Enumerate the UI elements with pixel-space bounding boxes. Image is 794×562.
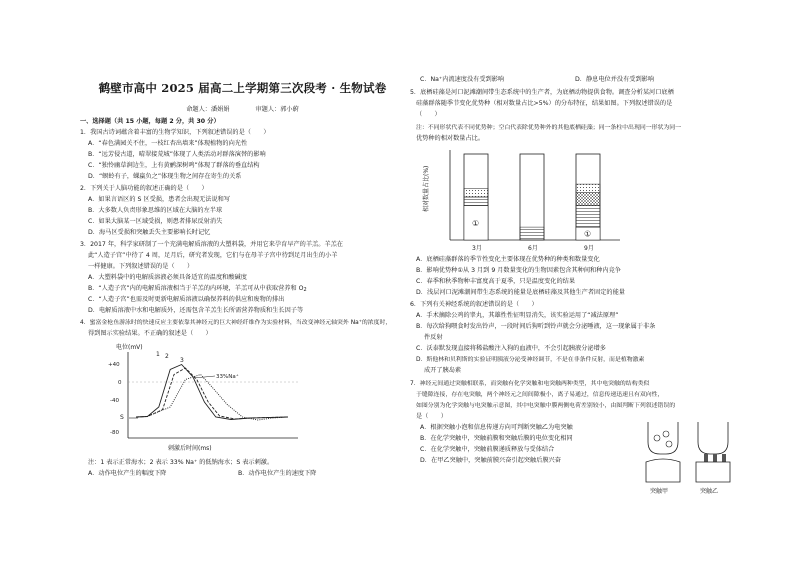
q3-stem-1: 3．2017 年，科学家研制了一个充满电解质溶液的大塑料袋，并用它来孕育早产的羊羔。羊羔在	[80, 241, 343, 248]
reviewer-label: 审题人：郭小蔚	[255, 106, 299, 113]
ap-curves	[136, 365, 288, 421]
synapse-a-label: 突触甲	[650, 488, 669, 495]
q2-stem: 2．下列关于人脑功能的叙述正确的是（ ）	[80, 185, 208, 192]
q6-option-d-1: D．斯他林和贝利斯的实验证明胰液分泌受神经调节，不是在非条件反射，而是植物激素	[416, 357, 645, 363]
q4-option-a: A．动作电位产生的幅度下降	[88, 470, 167, 477]
species-marker: ①	[472, 218, 480, 228]
category-label: 3月	[472, 245, 482, 252]
curve-label-3: 3	[180, 357, 184, 364]
q3-stem-2: 此“人造子宫”中待了 4 周，足月后，研究者发现，它们与在母羊子宫中待到足月出生的小羊	[88, 252, 338, 259]
y-tick-label: +40	[108, 362, 120, 368]
bar-segment-横纹-9月	[576, 206, 600, 228]
synapse-b-label: 突触乙	[700, 488, 719, 495]
q5-legend-2: 优势种的相对数量占比。	[416, 135, 485, 142]
curve-label-2: 2	[165, 353, 169, 360]
q5-option-a: A．底栖硅藻群落的季节性变化主要体现在优势种的种类和数量变化	[416, 256, 600, 263]
bar-segment-横纹-6月	[520, 227, 544, 240]
q7-option-c: C．在化学突触中，突触前膜递质释放与受体结合	[420, 446, 555, 453]
q4-option-b: B．动作电位产生的速度下降	[238, 470, 317, 477]
category-label: 6月	[528, 245, 538, 252]
category-label: 9月	[584, 245, 594, 252]
q7-option-d: D．在甲乙突触中，突触前膜兴奋引起突触后膜兴奋	[420, 457, 561, 464]
y-tick-label: -80	[110, 430, 119, 436]
bars	[464, 154, 600, 240]
chart-xlabel: 刺激后时间(ms)	[168, 445, 212, 452]
q6-option-c: C．沃泰默发现直接将稀盐酸注入狗的血液中，不会引起胰液分泌增多	[416, 345, 606, 352]
q6-option-d-2: 成开了胰岛素	[424, 367, 462, 374]
species-marker: ①	[584, 229, 592, 239]
q7-stem-1: 7．神经元间通过突触相联系，而突触有化学突触和电突触两种类型，其中电突触的结构类似	[410, 381, 650, 387]
q2-option-a: A．如果言语区的 S 区受损，患者会出现无法说和写	[88, 196, 231, 203]
q5-stem-3: （ ）	[416, 111, 441, 118]
chart-ylabel: 相对数量占比(%)	[423, 165, 430, 212]
action-potential-chart	[98, 340, 328, 455]
q2-option-b: B．大多数人负责形象思维的区域在大脑的左半球	[88, 207, 223, 214]
ap-curve-3	[136, 375, 288, 421]
synapse-a	[646, 422, 680, 495]
q7-stem-2: 于缝隙连接，存在电突触，两个神经元之间间隙极小，离子易通过，信息传递迅速且有双向性，	[416, 392, 664, 398]
stimulus-label: S	[120, 414, 124, 421]
q6-stem: 6．下列有关神经系统的叙述错误的是（ ）	[410, 301, 538, 308]
q5-legend-1: 注：不同形状代表不同优势种；空白代表除优势种外的其他底栖硅藻；同一条柱中出现同一形状为同一	[416, 125, 682, 131]
q7-stem-3: 如图分别为化学突触与电突触示意图，其中电突触中膜两侧电荷差别较小，由图判断下列叙述错误的	[416, 403, 676, 409]
section-heading: 一、选择题（共 15 小题，每题 2 分，共 30 分）	[80, 118, 220, 125]
q5-stem-2: 硅藻群落随季节变化优势种（相对数量占比>5%）的分布特征，结果如图。下列叙述错误的是	[416, 100, 673, 107]
q7-option-b: B．在化学突触中，突触前膜和突触后膜的电位变化相同	[420, 435, 573, 442]
q5-option-c: C．春季和秋季物种丰富度高于夏季，只是温度变化的结果	[416, 278, 576, 285]
diatom-bar-chart	[420, 144, 630, 254]
q6-option-b-2: 件反射	[424, 334, 443, 341]
exam-title: 鹤壁市高中 2025 届高二上学期第三次段考 · 生物试卷	[98, 81, 387, 95]
bar-segment-点状-3月	[464, 188, 488, 197]
q4-option-d: D．静息电位并没有受到影响	[575, 76, 655, 83]
q6-option-a: A．手术摘除公鸡的睾丸，其雄性性征明显消失，该实验运用了“减法原理”	[416, 312, 619, 319]
q3-option-d: D．电解质溶液中水和电解质外，还需包含羊羔生长所需营养物质和生长因子等	[88, 307, 304, 314]
synapse-b	[696, 422, 730, 495]
q3-stem-3: 一样健康。下列叙述错误的是（ ）	[88, 263, 194, 270]
q2-option-d: D．海马区受损和突触丢失主要影响长时记忆	[88, 229, 211, 236]
author-line	[80, 104, 405, 113]
q5-option-b: B．影响优势种①从 3 月到 9 月数量变化的生物因素包含其种间和种内竞争	[416, 267, 621, 274]
q3-option-a: A．大塑料袋中的电解质溶液必须具备适宜的温度和酸碱度	[88, 274, 247, 281]
y-tick-label: -40	[110, 398, 119, 404]
curve-label-1: 1	[156, 351, 160, 358]
synapse-diagram	[638, 418, 743, 498]
q4-note: 注：1 表示正常海水；2 表示 33% Na⁺ 的低钠海水；S 表示刺激。	[88, 459, 274, 466]
bar-segment-点状-9月	[576, 184, 600, 193]
annotation-pointer	[194, 376, 215, 378]
y-tick-label: 0	[118, 380, 122, 386]
bar-segment-网格-9月	[576, 193, 600, 206]
q7-option-a: A．根据突触小泡和信息传递方向可判断突触乙为电突触	[420, 424, 573, 431]
chart-ylabel: 电位(mV)	[116, 344, 143, 351]
q4-option-c: C．Na⁺内流速度没有受到影响	[420, 76, 505, 83]
q4-stem-1: 4．蜜富金枪鱼游泳时的快速反应主要依靠其神经元的巨大神经纤维作为实验材料，当改变神经元轴突外 Na⁺的浓度时，	[80, 320, 392, 326]
q7-stem-4: 是（ ）	[416, 413, 447, 420]
q1-option-c: C．“独怜幽草涧边生，上有黄鹂深树鸣”体现了群落的垂直结构	[88, 162, 260, 169]
q1-option-a: A．“春色满园关不住，一枝红杏出墙来”体现植物的向光性	[88, 140, 248, 147]
q6-option-b-1: B．毎次给狗喂食时发出铃声，一段时间后狗听到铃声就会分泌唾液，这一现象属于非条	[416, 323, 656, 330]
q2-option-c: C．如果大脑某一区域受损，则患者排尿反射消失	[88, 218, 223, 225]
q1-option-d: D．“螟蛉有子，蜾蠃负之”体现生物之间存在寄生的关系	[88, 173, 242, 180]
concentration-annotation: 33%Na⁺	[216, 374, 239, 380]
bar-segment-横纹-3月	[464, 197, 488, 206]
author-label: 命题人：潘娟娟	[186, 106, 230, 113]
q1-stem: 1．我国古诗词蕴含着丰富的生物学知识，下列叙述错误的是（ ）	[80, 129, 270, 136]
q5-option-d: D．浅层河口泥滩潮间带生态系统的能量是底栖硅藻及其他生产者固定的能量	[416, 289, 625, 296]
q3-option-c: C．“人造子宫”也需及时更新电解质溶液以确保养料的供应和废物的排出	[88, 296, 285, 303]
q1-option-b: B．“远芳侵古道，晴翠接荒城”体现了人类活动对群落演替的影响	[88, 151, 266, 158]
q3-option-b: B．“人造子宫”内的电解质溶液相当于羊羔的内环境，羊羔可从中获取营养和 $O_2$	[88, 285, 307, 293]
q4-stem-2: 得到图示实验结果。不正确的叙述是（ ）	[88, 330, 212, 337]
q5-stem-1: 5．底栖硅藻是河口泥滩潮间带生态系统中的生产者，为底栖动物提供食物。调查分析某河口底栖	[410, 89, 674, 96]
